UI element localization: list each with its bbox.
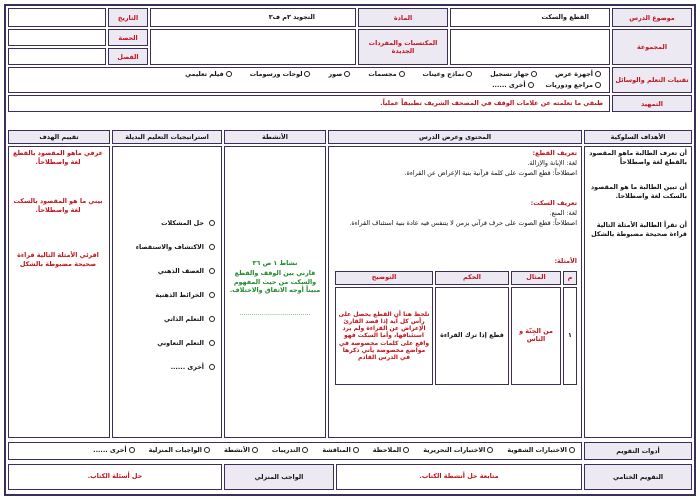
subject-value-cell — [150, 8, 356, 27]
radio-icon — [209, 340, 215, 346]
homework-label: الواجب المنزلي — [224, 464, 334, 490]
activities-header: الأنشطة — [224, 130, 326, 144]
objective-2: أن تبين الطالبة ما هو المقصود بالسكت لغة واصطلاحا. — [590, 183, 687, 200]
evaluation-option[interactable]: أخرى ...... — [93, 446, 134, 454]
activity-text: قارني بين الوقف والقطع والسكت من حيث المفهوم مبيناً أوجه الاتفاق والاختلاف. — [229, 269, 321, 295]
tech-option[interactable]: جهاز تسجيل — [490, 70, 537, 78]
objectives-column — [584, 146, 692, 438]
intro-label: التمهيد — [612, 95, 692, 112]
strategy-item[interactable]: أخرى ...... — [171, 363, 215, 371]
objective-3: أن تقرأ الطالبة الأمثلة التالية قراءة صحيحة مضبوطة بالشكل — [591, 221, 687, 238]
homework-text-cell — [8, 464, 222, 490]
radio-icon — [399, 71, 405, 77]
tech-row-2 — [492, 81, 601, 89]
radio-icon — [129, 447, 135, 453]
topic-label: موضوع الدرس — [612, 8, 692, 27]
evaluation-option[interactable]: المناقشة — [322, 446, 358, 454]
sakt-title: تعريف السكت: — [530, 199, 577, 207]
assessment-header: تقييم الهدف — [8, 130, 110, 144]
content-column — [328, 146, 582, 438]
evaluation-options-cell — [8, 442, 582, 460]
radio-icon — [466, 71, 472, 77]
period-value-cell[interactable] — [8, 29, 106, 46]
radio-icon — [569, 447, 575, 453]
evaluation-options-row — [93, 446, 575, 454]
radio-icon — [487, 447, 493, 453]
strategy-item[interactable]: التعلم التعاوني — [157, 339, 215, 347]
period-label: الحصة — [108, 29, 148, 46]
table-header-ruling: الحكم — [435, 271, 509, 285]
final-text-cell — [336, 464, 582, 490]
qat-lang: لغة: الإبانة والإزالة. — [527, 159, 577, 167]
radio-icon — [304, 71, 310, 77]
radio-icon — [209, 268, 215, 274]
tech-option[interactable]: أخرى ...... — [492, 81, 533, 89]
topic-value: القطع والسكت — [541, 13, 589, 21]
sakt-term: اصطلاحاً: قطع الصوت على حرف قرآني بزمن لا يتنفس فيه عادة بنية استئناف القراءة. — [349, 219, 577, 227]
objective-1: أن تعرف الطالبة ماهو المقصود بالقطع لغة واصطلاحاً — [589, 149, 687, 166]
radio-icon — [595, 82, 601, 88]
activity-dots: ................................... — [239, 309, 311, 317]
table-header-explanation: التوضيح — [335, 271, 433, 285]
date-value-cell[interactable] — [8, 8, 106, 27]
radio-icon — [302, 447, 308, 453]
sakt-lang: لغة: المنع. — [549, 209, 577, 217]
evaluation-option[interactable]: الاختبارات الشفوية — [507, 446, 575, 454]
homework-text: حل أسئلة الكتاب. — [87, 472, 143, 480]
strategies-column — [112, 146, 222, 438]
radio-icon — [226, 71, 232, 77]
objectives-header: الأهداف السلوكية — [584, 130, 692, 144]
radio-icon — [353, 447, 359, 453]
tech-options-cell — [8, 67, 610, 93]
tech-option[interactable]: مجسمات — [368, 70, 404, 78]
strategy-item[interactable]: التعلم الذاتي — [164, 315, 215, 323]
activity-title: نشاط ١ ص ٣٦ — [252, 259, 298, 267]
class-value-cell[interactable] — [8, 48, 106, 65]
radio-icon — [209, 220, 215, 226]
radio-icon — [595, 71, 601, 77]
radio-icon — [209, 316, 215, 322]
subject-label: المادة — [358, 8, 448, 27]
assessment-1: عرفي ماهو المقصود بالقطع لغة واصطلاحاً. — [13, 149, 103, 166]
new-vocab-value-cell[interactable] — [150, 29, 356, 65]
radio-icon — [344, 71, 350, 77]
radio-icon — [528, 82, 534, 88]
table-cell-ruling: قطع إذا ترك القراءة — [435, 287, 509, 385]
strategy-item[interactable]: حل المشكلات — [161, 219, 215, 227]
group-label: المجموعة — [612, 29, 692, 65]
final-text: متابعة حل أنشطة الكتاب. — [419, 472, 499, 480]
radio-icon — [209, 292, 215, 298]
date-label: التاريخ — [108, 8, 148, 27]
evaluation-option[interactable]: الأنشطة — [224, 446, 258, 454]
table-header-example: المثال — [511, 271, 561, 285]
qat-title: تعريف القطع: — [532, 149, 577, 157]
tech-row-1 — [185, 70, 601, 78]
strategy-item[interactable]: الخرائط الذهنية — [155, 291, 215, 299]
assessment-column — [8, 146, 110, 438]
tech-option[interactable]: نماذج وعينات — [423, 70, 473, 78]
evaluation-option[interactable]: الواجبات المنزلية — [149, 446, 210, 454]
intro-text: طبقي ما تعلمته عن علامات الوقف في المصحف الشريف تطبيقاً عملياً. — [380, 99, 603, 107]
tech-option[interactable]: أجهزة عرض — [555, 70, 601, 78]
radio-icon — [403, 447, 409, 453]
evaluation-label: أدوات التقويم — [584, 442, 692, 460]
evaluation-option[interactable]: الاختبارات التحريرية — [423, 446, 493, 454]
final-label: التقويم الختامي — [584, 464, 692, 490]
assessment-3: اقرئي الأمثلة التالية قراءة صحيحة مضبوطة بالشكل — [17, 251, 99, 268]
table-cell-explanation: نلحظ هنا أن القطع يحصل على رأس كل آية إذا قصد القارئ الإعراض عن القراءة ولم يرد استئنافها، وأما السكت فهو واقع على كلمات مخصوصة في مواضع مخصوصة يأتي ذكرها في الدرس القادم — [335, 287, 433, 385]
radio-icon — [252, 447, 258, 453]
examples-label: الأمثلة: — [554, 257, 577, 265]
intro-cell — [8, 95, 610, 112]
evaluation-option[interactable]: الملاحظة — [373, 446, 409, 454]
subject-value: التجويد ٣م ف٣ — [268, 13, 315, 21]
table-cell-num: ١ — [563, 287, 577, 385]
radio-icon — [209, 244, 215, 250]
tech-option[interactable]: مراجع ودوريات — [546, 81, 601, 89]
radio-icon — [204, 447, 210, 453]
tech-option[interactable]: صور — [328, 70, 350, 78]
strategy-item[interactable]: العصف الذهني — [158, 267, 215, 275]
tech-option[interactable]: فيلم تعليمي — [185, 70, 232, 78]
radio-icon — [531, 71, 537, 77]
table-cell-example: من الجِنّة و الناس — [511, 287, 561, 385]
assessment-2: بيني ما هو المقصود بالسكت لغة واصطلاحاً. — [13, 197, 103, 214]
strategies-header: استراتيجيات التعليم البديلة — [112, 130, 222, 144]
evaluation-option[interactable]: التدريبات — [272, 446, 308, 454]
tech-label: تقنيات التعلم والوسائل — [612, 67, 692, 93]
qat-term: اصطلاحاً: قطع الصوت على كلمة قرآنية بنية الإعراض عن القراءة. — [404, 169, 577, 177]
group-value-cell[interactable] — [450, 29, 610, 65]
table-header-num: م — [563, 271, 577, 285]
tech-option[interactable]: لوحات ورسومات — [250, 70, 311, 78]
strategy-item[interactable]: الاكتشاف والاستقصاء — [136, 243, 215, 251]
lesson-plan-page — [4, 4, 696, 496]
radio-icon — [209, 364, 215, 370]
topic-value-cell — [450, 8, 610, 27]
class-label: الفصل — [108, 48, 148, 65]
new-vocab-label: المكتسبات والمفردات الجديدة — [358, 29, 448, 65]
content-header: المحتوى وعرض الدرس — [328, 130, 582, 144]
activities-column — [224, 146, 326, 438]
